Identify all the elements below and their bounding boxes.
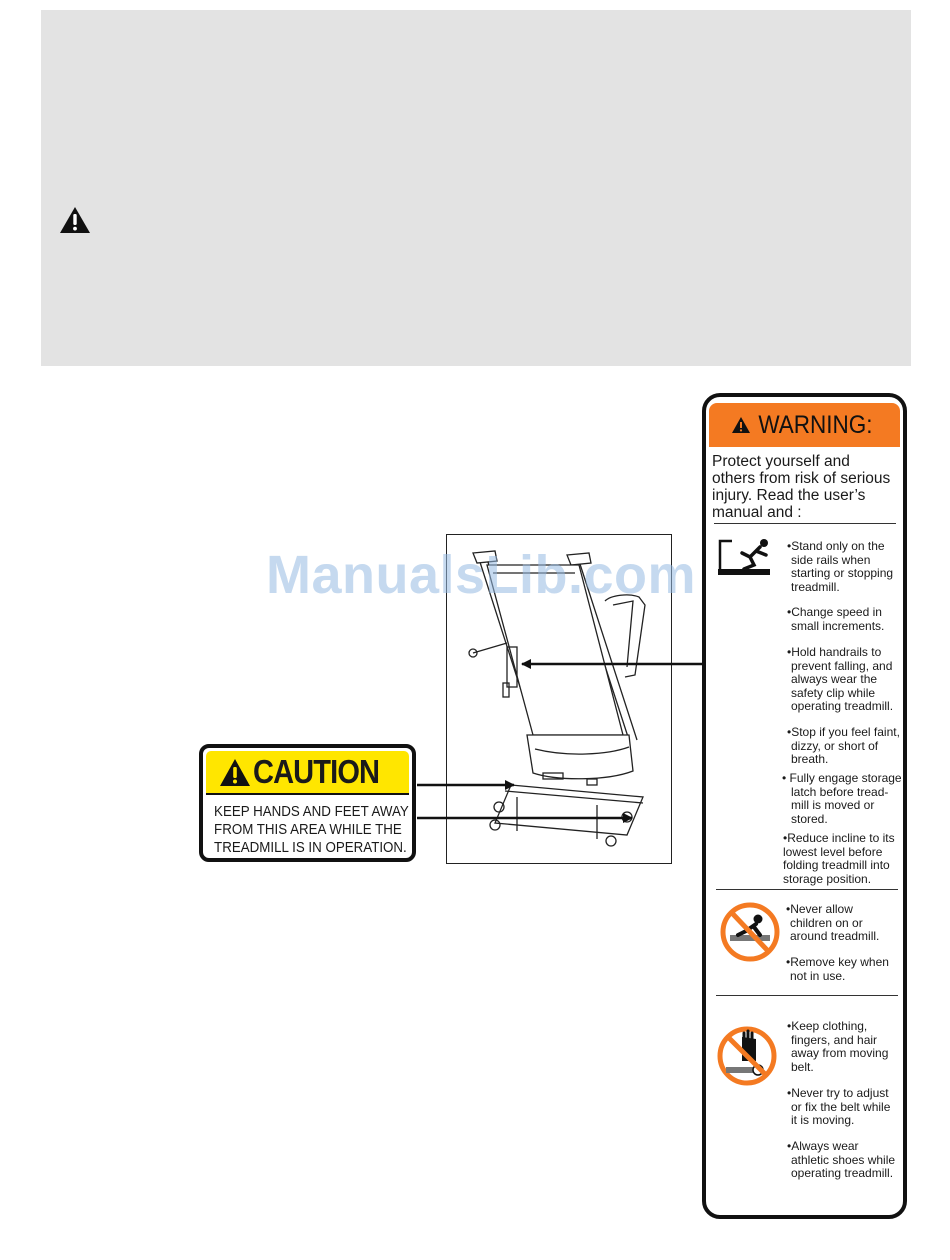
caution-line: KEEP HANDS AND FEET AWAY	[214, 804, 409, 820]
caution-text	[203, 795, 416, 857]
bullet-incline: •Reduce incline to its lowest level before folding treadmill into storage position.	[783, 831, 895, 886]
bullet-clothing: •Keep clothing, fingers, and hair away from moving belt.	[787, 1019, 889, 1074]
caution-label	[199, 744, 416, 862]
warning-header	[709, 403, 900, 447]
bullet-faint: •Stop if you feel faint, dizzy, or short of breath.	[787, 725, 900, 766]
caution-title: CAUTION	[252, 753, 379, 790]
divider	[716, 995, 898, 996]
warning-triangle-icon	[731, 416, 751, 434]
warning-triangle-icon	[59, 206, 91, 234]
bullet-children: •Never allow children on or around treadmill.	[786, 902, 880, 943]
bullet-side-rails: •Stand only on the side rails when starting or stopping treadmill.	[787, 539, 894, 594]
watermark: ManualsLib.com	[266, 545, 697, 605]
caution-line: FROM THIS AREA WHILE THE	[214, 822, 402, 838]
notice-box	[41, 10, 911, 366]
bullet-key: •Remove key when not in use.	[786, 955, 889, 983]
no-children-icon	[720, 899, 780, 965]
bullet-handrails: •Hold handrails to prevent falling, and always wear the safety clip while operating treadmill.	[787, 645, 894, 713]
bullet-adjust-belt: •Never try to adjust or fix the belt while it is moving.	[787, 1086, 891, 1127]
caution-line: TREADMILL IS IN OPERATION.	[214, 840, 407, 856]
stand-on-side-rails-icon	[714, 535, 774, 577]
bullet-storage-latch: • Fully engage storage latch before tread- mill is moved or stored.	[782, 771, 902, 826]
intro-line: Protect yourself and	[712, 453, 850, 470]
warning-label	[702, 393, 907, 1219]
intro-line: others from risk of serious	[712, 470, 891, 487]
intro-line: manual and :	[712, 504, 802, 521]
warning-title: WARNING:	[757, 410, 873, 439]
bullet-speed: •Change speed in small increments.	[787, 605, 885, 633]
bullet-shoes: •Always wear athletic shoes while operating treadmill.	[787, 1139, 896, 1180]
intro-line: injury. Read the user’s	[712, 487, 866, 504]
warning-intro	[706, 447, 903, 525]
divider	[714, 523, 896, 524]
keep-hands-away-icon	[716, 1023, 778, 1089]
warning-triangle-icon	[219, 758, 251, 787]
caution-header	[206, 751, 409, 795]
divider	[716, 889, 898, 890]
